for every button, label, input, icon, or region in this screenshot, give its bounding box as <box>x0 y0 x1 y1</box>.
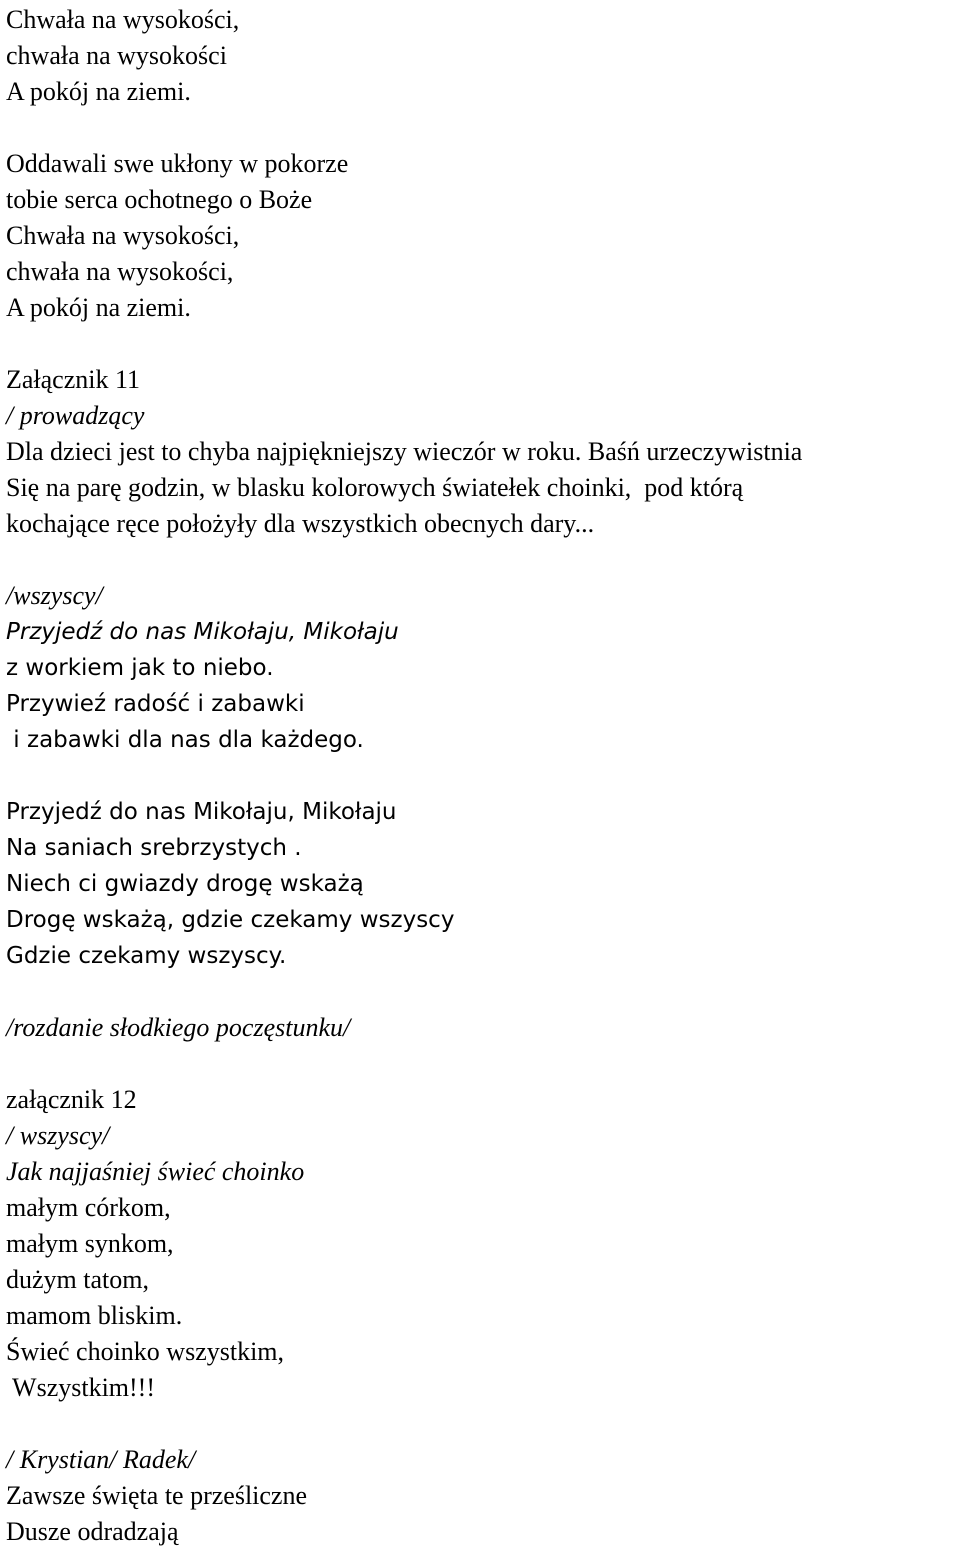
narration-line: Dla dzieci jest to chyba najpiękniejszy wieczór w roku. Baśń urzeczywistnia <box>6 437 803 466</box>
song-line: Niech ci gwiazdy drogę wskażą <box>6 871 364 897</box>
poem-first-line: Jak najjaśniej świeć choinko <box>6 1157 305 1186</box>
song-line: i zabawki dla nas dla każdego. <box>6 727 364 753</box>
poem-line: dużym tatom, <box>6 1265 149 1294</box>
blank-line <box>6 974 956 1010</box>
poem-line: Dusze odradzają <box>6 1517 179 1546</box>
song-line: Przyjedź do nas Mikołaju, Mikołaju <box>6 799 397 825</box>
song-line: z workiem jak to niebo. <box>6 655 274 681</box>
text-line: chwała na wysokości, <box>6 257 234 286</box>
text-line: tobie serca ochotnego o Boże <box>6 185 313 214</box>
blank-line <box>6 542 956 578</box>
poem-line: Świeć choinko wszystkim, <box>6 1337 285 1366</box>
document-page <box>6 2 956 1550</box>
song-first-line: Przyjedź do nas Mikołaju, Mikołaju <box>6 619 399 645</box>
blank-line <box>6 110 956 146</box>
text-line: Chwała na wysokości, <box>6 221 240 250</box>
song-line: Przywieź radość i zabawki <box>6 691 305 717</box>
speaker-label: /wszyscy/ <box>6 581 103 610</box>
text-line: Chwała na wysokości, <box>6 5 240 34</box>
stage-direction: /rozdanie słodkiego poczęstunku/ <box>6 1013 351 1042</box>
song-line: Drogę wskażą, gdzie czekamy wszyscy <box>6 907 455 933</box>
speaker-label: / wszyscy/ <box>6 1121 110 1150</box>
speaker-label: / Krystian/ Radek/ <box>6 1445 196 1474</box>
speaker-label: / prowadzący <box>6 401 145 430</box>
blank-line <box>6 1406 956 1442</box>
text-line: A pokój na ziemi. <box>6 77 191 106</box>
poem-line: Zawsze święta te prześliczne <box>6 1481 308 1510</box>
poem-line: małym synkom, <box>6 1229 174 1258</box>
text-line: A pokój na ziemi. <box>6 293 191 322</box>
blank-line <box>6 326 956 362</box>
text-line: chwała na wysokości <box>6 41 227 70</box>
blank-line <box>6 758 956 794</box>
poem-line: Wszystkim!!! <box>6 1373 155 1402</box>
poem-line: małym córkom, <box>6 1193 171 1222</box>
attachment-12-title: załącznik 12 <box>6 1085 137 1114</box>
narration-line: Się na parę godzin, w blasku kolorowych światełek choinki, pod którą <box>6 473 744 502</box>
narration-line: kochające ręce położyły dla wszystkich obecnych dary... <box>6 509 595 538</box>
song-line: Na saniach srebrzystych . <box>6 835 302 861</box>
text-line: Oddawali swe ukłony w pokorze <box>6 149 349 178</box>
song-line: Gdzie czekamy wszyscy. <box>6 943 287 969</box>
blank-line <box>6 1046 956 1082</box>
attachment-11-title: Załącznik 11 <box>6 365 141 394</box>
poem-line: mamom bliskim. <box>6 1301 183 1330</box>
